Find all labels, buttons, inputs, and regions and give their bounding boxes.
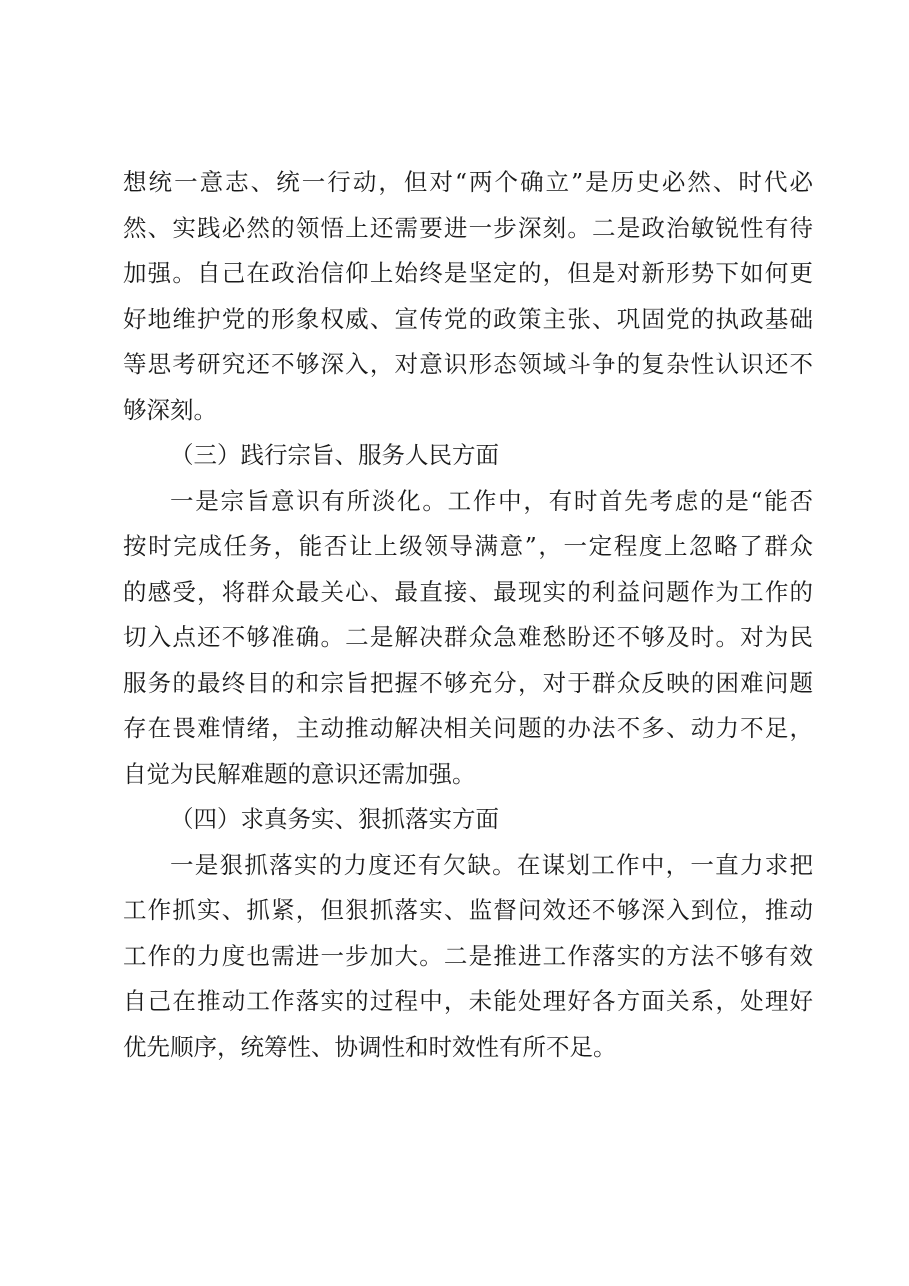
paragraph-line: 存在畏难情绪，主动推动解决相关问题的办法不多、动力不足， [123,714,813,742]
paragraph-line: 等思考研究还不够深入，对意识形态领域斗争的复杂性认识还不 [123,350,813,378]
paragraph-line: 好地维护党的形象权威、宣传党的政策主张、巩固党的执政基础 [123,304,813,333]
paragraph-line: 服务的最终目的和宗旨把握不够充分，对于群众反映的困难问题 [123,668,813,697]
paragraph-line: 一是狠抓落实的力度还有欠缺。在谋划工作中，一直力求把 [170,850,813,879]
paragraph-line: 工作的力度也需进一步加大。二是推进工作落实的方法不够有效 [123,941,813,970]
paragraph-line: 自己在推动工作落实的过程中，未能处理好各方面关系，处理好 [123,987,813,1015]
paragraph-line: 的感受，将群众最关心、最直接、最现实的利益问题作为工作的 [123,577,813,606]
paragraph-line: 按时完成任务，能否让上级领导满意”，一定程度上忽略了群众 [123,532,813,560]
paragraph-line: 够深刻。 [123,395,217,424]
paragraph-line: 想统一意志、统一行动，但对“两个确立”是历史必然、时代必 [123,168,813,196]
paragraph-line: 自觉为民解难题的意识还需加强。 [123,759,476,788]
paragraph-line: 加强。自己在政治信仰上始终是坚定的，但是对新形势下如何更 [123,259,813,287]
paragraph-line: 切入点还不够准确。二是解决群众急难愁盼还不够及时。对为民 [123,623,813,651]
paragraph-line: 然、实践必然的领悟上还需要进一步深刻。二是政治敏锐性有待 [123,213,813,242]
section-heading: （四）求真务实、狠抓落实方面 [170,805,499,833]
paragraph-line: 工作抓实、抓紧，但狠抓落实、监督问效还不够深入到位，推动 [123,896,813,924]
body-text [123,160,813,1070]
section-heading: （三）践行宗旨、服务人民方面 [170,441,499,469]
paragraph-line: 优先顺序，统筹性、协调性和时效性有所不足。 [123,1032,617,1061]
paragraph-line: 一是宗旨意识有所淡化。工作中，有时首先考虑的是“能否 [170,486,813,515]
